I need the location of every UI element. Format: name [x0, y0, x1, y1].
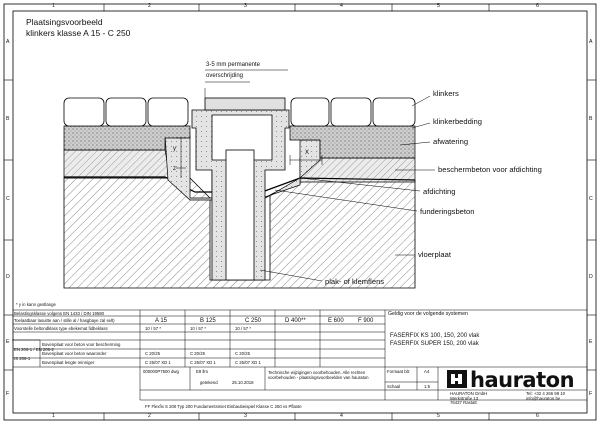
class-b125: B 125 — [200, 318, 216, 324]
frame-number-3-bottom: 3 — [244, 413, 247, 419]
frame-letter-d: D — [6, 274, 10, 280]
class-c250: C 250 — [245, 318, 262, 324]
frame-letter-f-right: F — [589, 391, 593, 397]
system-2: FASERFIX SUPER 150, 200 vlak — [390, 341, 479, 347]
system-1: FASERFIX KS 100, 150, 200 vlak — [390, 333, 480, 339]
format-value: A4 — [424, 369, 430, 374]
company-line-2: Werkstraße 13 — [450, 395, 479, 401]
systems-header: Geldig voor de volgende systemen — [388, 311, 468, 317]
cell-c250-row4: C 20/25 — [235, 351, 251, 356]
date-value: 25.10.2018 — [232, 380, 254, 385]
pavers-right — [291, 98, 415, 126]
dimension-label-1: 3-5 mm permanente — [206, 62, 261, 68]
frame-number-5: 5 — [437, 3, 440, 9]
frame-number-5-bottom: 5 — [437, 413, 440, 419]
frame-number-1-bottom: 1 — [52, 413, 55, 419]
frame-letter-d-right: D — [589, 274, 593, 280]
brand-name: hauraton — [470, 368, 575, 392]
drain-grate — [205, 98, 285, 110]
title-line-2: klinkers klasse A 15 - C 250 — [26, 28, 131, 38]
frame-letter-a: A — [6, 39, 10, 45]
frame-letter-e-right: E — [589, 339, 593, 345]
phone-line-1: Tel: +32 4 266 98 10 — [526, 391, 566, 396]
protective-concrete-left — [64, 150, 170, 178]
row-label-4: Bovenplaat voor beton voor bescherming — [42, 342, 121, 347]
dimension-x: X — [305, 150, 310, 156]
side-code-1: EN 206-1 / EN 206-2 — [14, 347, 54, 352]
disclaimer: Technische wijzigingen voorbehouden. Alle rechten voorbehouden - plaatsingsvoorbeelden van hauraton — [268, 370, 369, 381]
row-label-6: Bovenplaat lengte reinniger — [42, 360, 95, 365]
drawing-number: 000000P7500 dwg — [143, 369, 179, 374]
frame-letter-b: B — [6, 116, 10, 122]
drain-outlet-pipe — [226, 150, 254, 280]
label-vloerplaat: vloerplaat — [418, 250, 451, 259]
frame-letter-c-right: C — [589, 196, 593, 202]
row-label-3: Voorstelle beltondklass type ebekemat fidbeklass — [14, 326, 108, 331]
company-line-3: 76437 Rastatt — [450, 400, 477, 405]
frame-number-2-bottom: 2 — [148, 413, 151, 419]
label-funderingsbeton: funderingsbeton — [420, 207, 475, 216]
row-label-1: Belastingsklasse volgens EN 1433 / DIN 19580 — [14, 311, 105, 316]
footnote: * y in kann gestlange — [16, 302, 56, 307]
row-label-2: Toelaatbaar lasuitte aan / stille al / hasgbaye zal selt) — [14, 318, 115, 323]
footer-reference: FF Flexfix S 200 Typ 200 Fundamentsmiet Einbaubeispiel Klasse C 250 vs Pflaste — [145, 404, 302, 409]
dimension-z: z — [173, 166, 176, 172]
side-code-2: IS 206-1 — [14, 356, 31, 361]
sheet-label: Schaal — [387, 384, 401, 389]
pavers-left — [64, 98, 188, 126]
frame-number-1: 1 — [52, 3, 55, 9]
date-label: getekend — [200, 380, 218, 385]
class-a15: A 15 — [155, 318, 168, 324]
frame-letter-a-right: A — [589, 39, 593, 45]
cell-c250-row2: 10 / 57 * — [235, 326, 252, 331]
frame-number-6: 6 — [536, 3, 539, 9]
frame-number-4-bottom: 4 — [340, 413, 343, 419]
frame-number-4: 4 — [340, 3, 343, 9]
cell-b125-row5: C 25/07 XD 1 — [190, 360, 216, 365]
cell-a15-row2: 10 / 57 * — [145, 326, 162, 331]
frame-number-6-bottom: 6 — [536, 413, 539, 419]
scale-label: E8 llm — [196, 369, 208, 374]
cell-c250-row5: C 25/07 XD 1 — [235, 360, 261, 365]
label-klemflens: plak- of klemflens — [325, 277, 385, 286]
class-f900: F 900 — [358, 318, 374, 324]
frame-letter-c: C — [6, 196, 10, 202]
label-klinkers: klinkers — [433, 89, 459, 98]
title-line-1: Plaatsingsvoorbeeld — [26, 17, 103, 27]
cell-a15-row4: C 20/25 — [145, 351, 161, 356]
frame-number-2: 2 — [148, 3, 151, 9]
sheet-value: 1:5 — [424, 384, 430, 389]
cell-b125-row4: C 20/25 — [190, 351, 206, 356]
label-afwatering: afwatering — [433, 137, 469, 146]
format-label: Formaat blz — [387, 369, 410, 374]
class-e600: E 600 — [328, 318, 344, 324]
label-klinkerbedding: klinkerbedding — [433, 117, 482, 126]
hauraton-logo-icon — [447, 370, 467, 388]
company-line-1: HAURATON GmbH — [450, 391, 488, 396]
phone-line-2: info@hauraton.be — [526, 395, 561, 401]
frame-letter-e: E — [6, 339, 10, 345]
dimension-y: y — [173, 146, 176, 152]
cell-a15-row5: C 25/07 XD 1 — [145, 360, 171, 365]
class-d400: D 400** — [285, 318, 306, 324]
dimension-label-2: overschrijding — [206, 73, 244, 79]
frame-number-3: 3 — [244, 3, 247, 9]
frame-letter-b-right: B — [589, 116, 593, 122]
label-afdichting: afdichting — [423, 187, 456, 196]
label-beschermbeton: beschermbeton voor afdichting — [438, 165, 542, 174]
frame-letter-f: F — [6, 391, 10, 397]
cell-b125-row2: 10 / 57 * — [190, 326, 207, 331]
row-label-5: Bovenplaat voor beton waaronder — [42, 351, 107, 356]
